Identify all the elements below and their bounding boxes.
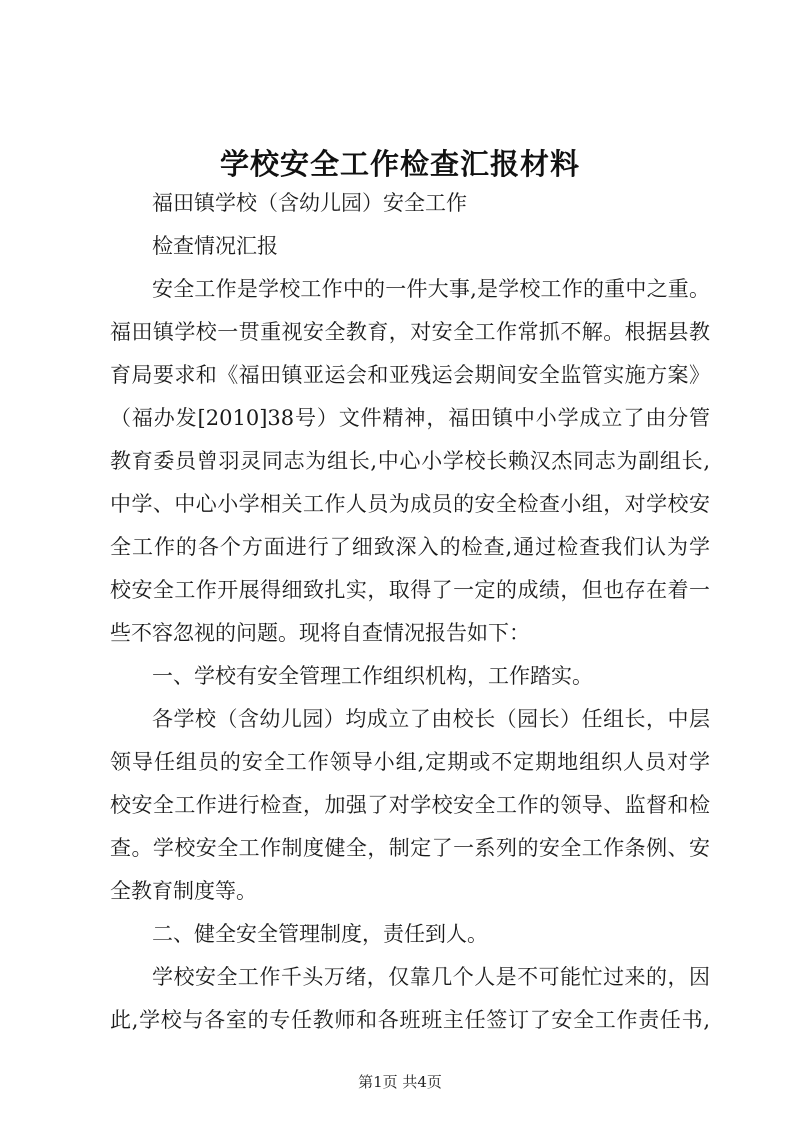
subtitle-line-2: 检查情况汇报 <box>152 234 278 258</box>
paragraph-line: 些不容忽视的问题。现将自查情况报告如下： <box>110 621 530 645</box>
paragraph-line: 福田镇学校一贯重视安全教育，对安全工作常抓不解。根据县教 <box>110 320 710 344</box>
paragraph-line: 此,学校与各室的专任教师和各班班主任签订了安全工作责任书, <box>110 1008 710 1032</box>
section-heading-1: 一、学校有安全管理工作组织机构，工作踏实。 <box>152 664 593 688</box>
paragraph-line: 教育委员曾羽灵同志为组长,中心小学校长赖汉杰同志为副组长, <box>110 449 710 473</box>
paragraph-line: 中学、中心小学相关工作人员为成员的安全检查小组，对学校安 <box>110 492 710 516</box>
paragraph-line: 学校安全工作千头万绪，仅靠几个人是不可能忙过来的，因 <box>152 965 710 989</box>
paragraph-line: 各学校（含幼儿园）均成立了由校长（园长）任组长，中层 <box>152 707 710 731</box>
paragraph-line: （福办发[2010]38号）文件精神，福田镇中小学成立了由分管 <box>110 406 710 430</box>
document-title: 学校安全工作检查汇报材料 <box>219 147 580 181</box>
paragraph-line: 领导任组员的安全工作领导小组,定期或不定期地组织人员对学 <box>110 750 710 774</box>
section-heading-2: 二、健全安全管理制度，责任到人。 <box>152 922 488 946</box>
subtitle-line-1: 福田镇学校（含幼儿园）安全工作 <box>152 191 467 215</box>
paragraph-line: 全教育制度等。 <box>110 879 257 903</box>
paragraph-line: 校安全工作开展得细致扎实，取得了一定的成绩，但也存在着一 <box>110 578 710 602</box>
paragraph-line: 育局要求和《福田镇亚运会和亚残运会期间安全监管实施方案》 <box>110 363 710 387</box>
paragraph-line: 查。学校安全工作制度健全，制定了一系列的安全工作条例、安 <box>110 836 710 860</box>
paragraph-line: 校安全工作进行检查，加强了对学校安全工作的领导、监督和检 <box>110 793 710 817</box>
paragraph-line: 全工作的各个方面进行了细致深入的检查,通过检查我们认为学 <box>110 535 710 559</box>
page-footer: 第1页 共4页 <box>358 1073 442 1091</box>
paragraph-line: 安全工作是学校工作中的一件大事,是学校工作的重中之重。 <box>152 277 710 301</box>
